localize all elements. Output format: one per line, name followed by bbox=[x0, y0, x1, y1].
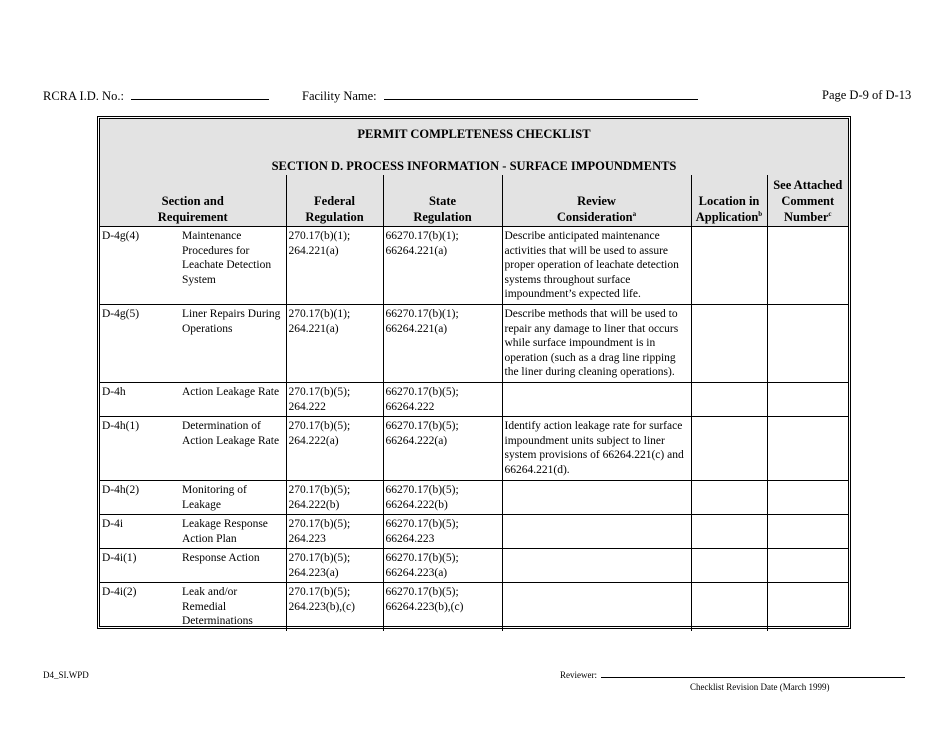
col-federal: Federal Regulation bbox=[286, 175, 383, 227]
row-review bbox=[502, 515, 691, 549]
row-review: Describe methods that will be used to repair any damage to liner that occurs while surface impoundment is in operation (such as a drag line ripping the liner during cleaning operations). bbox=[502, 305, 691, 383]
col-location: Location in Application$^b$ bbox=[691, 175, 767, 227]
checklist-frame bbox=[97, 116, 851, 629]
row-requirement: Maintenance Procedures for Leachate Detection System bbox=[182, 230, 272, 286]
reviewer-field bbox=[560, 670, 905, 680]
row-requirement: Response Action bbox=[182, 552, 260, 564]
row-state: 66270.17(b)(5); 66264.223(b),(c) bbox=[383, 583, 502, 631]
row-requirement: Monitoring of Leakage bbox=[182, 484, 247, 511]
row-state: 66270.17(b)(5); 66264.223 bbox=[383, 515, 502, 549]
file-name: D4_SI.WPD bbox=[43, 670, 89, 680]
row-review: Describe anticipated maintenance activities that will be used to assure proper operation of leachate detection systems throughout surface impoundment’s expected life. bbox=[502, 227, 691, 305]
row-location-input[interactable] bbox=[691, 383, 767, 417]
facility-name-field bbox=[302, 88, 698, 104]
row-code: D-4g(5) bbox=[102, 308, 140, 320]
row-federal: 270.17(b)(1); 264.221(a) bbox=[286, 227, 383, 305]
row-requirement: Action Leakage Rate bbox=[182, 386, 280, 398]
row-federal: 270.17(b)(5); 264.222 bbox=[286, 383, 383, 417]
row-comment-input[interactable] bbox=[767, 481, 848, 515]
row-federal: 270.17(b)(5); 264.223(a) bbox=[286, 549, 383, 583]
facility-name-label: Facility Name: bbox=[302, 89, 377, 103]
row-location-input[interactable] bbox=[691, 481, 767, 515]
row-comment-input[interactable] bbox=[767, 549, 848, 583]
table-row bbox=[100, 417, 848, 481]
row-review bbox=[502, 383, 691, 417]
row-review bbox=[502, 481, 691, 515]
table-header-row bbox=[100, 175, 848, 227]
table-row bbox=[100, 549, 848, 583]
row-code: D-4h(1) bbox=[102, 420, 140, 432]
rcra-id-field bbox=[43, 88, 269, 104]
col-review: Review Consideration$^a$ bbox=[502, 175, 691, 227]
row-state: 66270.17(b)(5); 66264.223(a) bbox=[383, 549, 502, 583]
row-requirement: Leak and/or Remedial Determinations bbox=[182, 586, 253, 627]
row-review bbox=[502, 549, 691, 583]
checklist-title: PERMIT COMPLETENESS CHECKLIST bbox=[357, 127, 591, 141]
row-comment-input[interactable] bbox=[767, 515, 848, 549]
row-state: 66270.17(b)(5); 66264.222(a) bbox=[383, 417, 502, 481]
rcra-id-blank[interactable] bbox=[131, 88, 269, 100]
table-row bbox=[100, 305, 848, 383]
row-state: 66270.17(b)(5); 66264.222 bbox=[383, 383, 502, 417]
row-federal: 270.17(b)(5); 264.223(b),(c) bbox=[286, 583, 383, 631]
row-federal: 270.17(b)(5); 264.222(a) bbox=[286, 417, 383, 481]
row-review: Identify action leakage rate for surface impoundment units subject to liner system provisions of 66264.221(c) and 66264.221(d). bbox=[502, 417, 691, 481]
row-comment-input[interactable] bbox=[767, 417, 848, 481]
row-state: 66270.17(b)(5); 66264.222(b) bbox=[383, 481, 502, 515]
row-location-input[interactable] bbox=[691, 227, 767, 305]
row-location-input[interactable] bbox=[691, 305, 767, 383]
row-comment-input[interactable] bbox=[767, 583, 848, 631]
row-comment-input[interactable] bbox=[767, 227, 848, 305]
table-row bbox=[100, 481, 848, 515]
col-state: State Regulation bbox=[383, 175, 502, 227]
row-code: D-4h(2) bbox=[102, 484, 140, 496]
table-row bbox=[100, 515, 848, 549]
row-location-input[interactable] bbox=[691, 417, 767, 481]
row-comment-input[interactable] bbox=[767, 383, 848, 417]
checklist-table bbox=[100, 175, 848, 631]
row-location-input[interactable] bbox=[691, 583, 767, 631]
table-row bbox=[100, 583, 848, 631]
rcra-id-label: RCRA I.D. No.: bbox=[43, 89, 124, 103]
row-requirement: Liner Repairs During Operations bbox=[182, 308, 281, 335]
row-location-input[interactable] bbox=[691, 515, 767, 549]
row-location-input[interactable] bbox=[691, 549, 767, 583]
row-state: 66270.17(b)(1); 66264.221(a) bbox=[383, 227, 502, 305]
row-federal: 270.17(b)(5); 264.223 bbox=[286, 515, 383, 549]
page-number: Page D-9 of D-13 bbox=[822, 88, 912, 102]
row-comment-input[interactable] bbox=[767, 305, 848, 383]
row-federal: 270.17(b)(5); 264.222(b) bbox=[286, 481, 383, 515]
row-state: 66270.17(b)(1); 66264.221(a) bbox=[383, 305, 502, 383]
row-review bbox=[502, 583, 691, 631]
reviewer-blank[interactable] bbox=[601, 670, 905, 678]
revision-date: Checklist Revision Date (March 1999) bbox=[690, 682, 830, 692]
facility-name-blank[interactable] bbox=[384, 88, 698, 100]
row-requirement: Leakage Response Action Plan bbox=[182, 518, 268, 545]
row-code: D-4h bbox=[102, 386, 126, 398]
row-code: D-4i bbox=[102, 518, 124, 530]
section-title: SECTION D. PROCESS INFORMATION - SURFACE IMPOUNDMENTS bbox=[271, 159, 677, 173]
col-section: Section and Requirement bbox=[100, 175, 286, 227]
row-code: D-4i(1) bbox=[102, 552, 137, 564]
reviewer-label: Reviewer: bbox=[560, 670, 597, 680]
col-comment: See Attached Comment Number$^c$ bbox=[767, 175, 848, 227]
row-code: D-4i(2) bbox=[102, 586, 137, 598]
table-row bbox=[100, 383, 848, 417]
table-row bbox=[100, 227, 848, 305]
checklist-title-box bbox=[100, 119, 848, 176]
row-federal: 270.17(b)(1); 264.221(a) bbox=[286, 305, 383, 383]
row-requirement: Determination of Action Leakage Rate bbox=[182, 420, 280, 447]
row-code: D-4g(4) bbox=[102, 230, 140, 242]
